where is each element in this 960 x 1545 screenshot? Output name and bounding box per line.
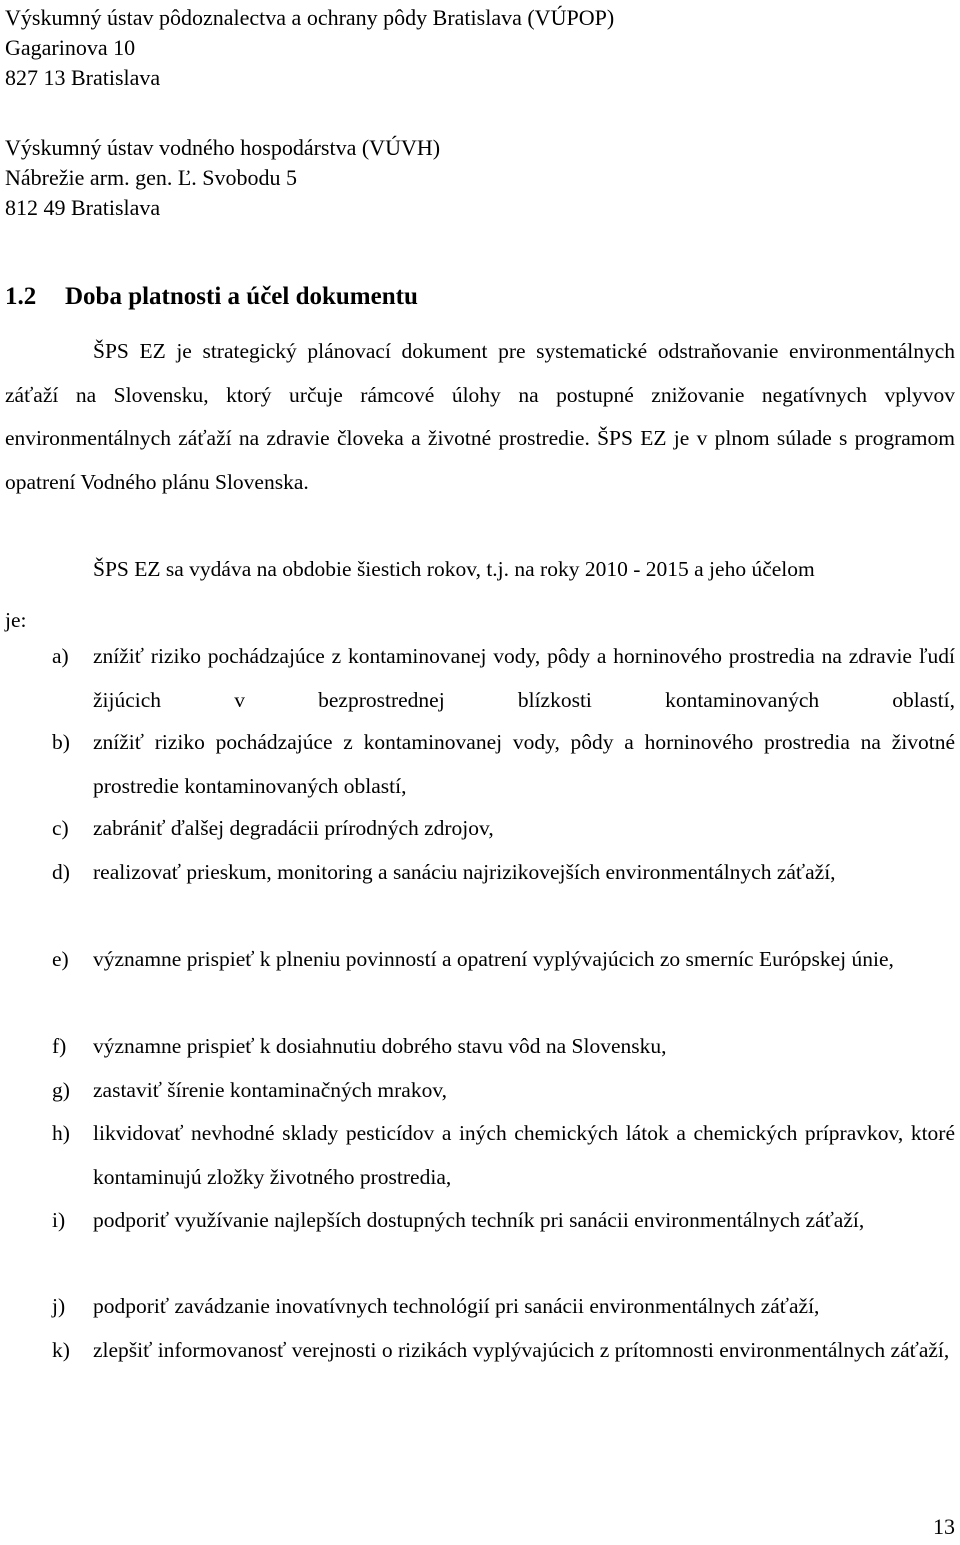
list-item-text: znížiť riziko pochádzajúce z kontaminovanej vody, pôdy a horninového prostredia na životné prostredie kontaminovaných oblastí, [93,730,955,798]
list-item [52,1025,955,1069]
list-item [52,1112,955,1199]
list-item-label: c) [52,816,69,840]
section-number: 1.2 [5,283,37,310]
list-item [52,1329,955,1373]
address-line: 812 49 Bratislava [5,195,161,220]
list-item [52,938,955,982]
paragraph-text: ŠPS EZ je strategický plánovací dokument pre systematické odstraňovanie environmentálnych záťaží na Slovensku, ktorý určuje rámcové úlohy na postupné znižovanie negatívnych vplyvov environmentálnych záťaží na zdravie človeka a životné prostredie. ŠPS EZ je v plnom súlade s programom opatrení Vodného plánu Slovenska. [5,339,955,494]
list-item-text: zabrániť ďalšej degradácii prírodných zdrojov, [93,816,494,840]
purpose-intro: ŠPS EZ sa vydáva na obdobie šiestich rokov, t.j. na roky 2010 - 2015 a jeho účelom [93,557,815,581]
list-item-text: znížiť riziko pochádzajúce z kontaminovanej vody, pôdy a horninového prostredia na zdravie ľudí žijúcich v bezprostrednej blízkosti kontaminovaných oblastí, [93,644,955,712]
section-title: Doba platnosti a účel dokumentu [65,283,418,310]
list-item [52,807,955,851]
list-item-text: podporiť využívanie najlepších dostupných techník pri sanácii environmentálnych záťaží, [93,1208,865,1232]
list-item-label: j) [52,1294,66,1318]
address-line: 827 13 Bratislava [5,65,161,90]
list-item-text: realizovať prieskum, monitoring a sanáciu najrizikovejších environmentálnych záťaží, [93,860,836,884]
address-block-vuvh [5,133,935,223]
page-number: 13 [933,1514,955,1539]
list-item-label: k) [52,1338,70,1362]
list-item-label: e) [52,947,69,971]
list-item-text: významne prispieť k dosiahnutiu dobrého stavu vôd na Slovensku, [93,1034,667,1058]
list-item-text: zlepšiť informovanosť verejnosti o rizikách vyplývajúcich z prítomnosti environmentálnych záťaží, [93,1338,950,1362]
list-item-label: g) [52,1078,70,1102]
address-line: Gagarinova 10 [5,35,136,60]
list-item-label: i) [52,1208,66,1232]
address-line: Výskumný ústav pôdoznalectva a ochrany pôdy Bratislava (VÚPOP) [5,5,615,30]
section-heading [5,281,418,313]
list-item [52,1285,955,1329]
list-item-text: významne prispieť k plneniu povinností a opatrení vyplývajúcich zo smerníc Európskej únie, [93,947,894,971]
list-item-label: b) [52,730,70,754]
list-item-label: d) [52,860,70,884]
list-item-label: f) [52,1034,67,1058]
list-item-text: zastaviť šírenie kontaminačných mrakov, [93,1078,448,1102]
list-item [52,851,955,895]
list-item [52,635,955,722]
address-block-vupop [5,3,935,93]
list-item [52,1069,955,1113]
list-item [52,721,955,808]
list-item-label: h) [52,1121,70,1145]
address-line: Výskumný ústav vodného hospodárstva (VÚVH) [5,135,441,160]
list-item-label: a) [52,644,69,668]
address-line: Nábrežie arm. gen. Ľ. Svobodu 5 [5,165,298,190]
list-item-text: podporiť zavádzanie inovatívnych technológií pri sanácii environmentálnych záťaží, [93,1294,820,1318]
body-paragraph [5,330,955,504]
purpose-intro-continuation: je: [5,608,27,632]
list-item [52,1199,955,1243]
list-item-text: likvidovať nevhodné sklady pesticídov a iných chemických látok a chemických prípravkov, ktoré kontaminujú zložky životného prostredia, [93,1121,955,1189]
